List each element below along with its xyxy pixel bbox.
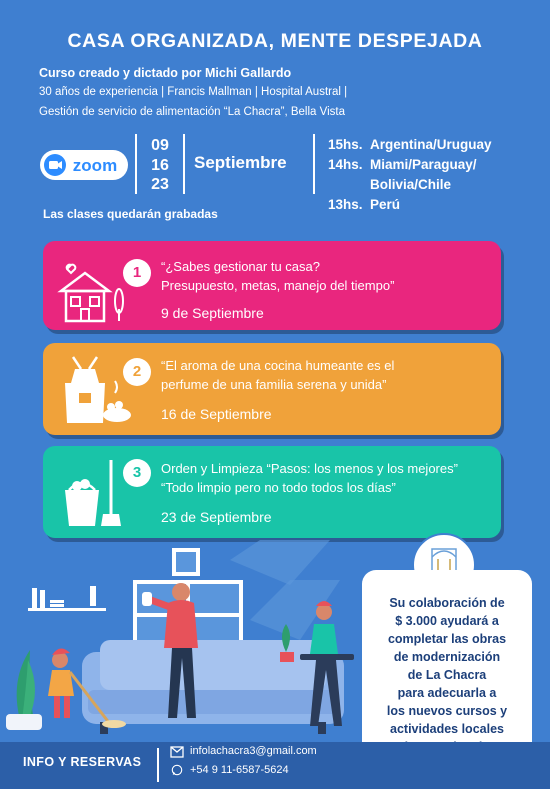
author-bio-line-2: Gestión de servicio de alimentación “La Chacra”, Bella Vista (39, 106, 345, 118)
mail-icon (170, 746, 184, 758)
page-title: CASA ORGANIZADA, MENTE DESPEJADA (67, 30, 483, 52)
brand-name: La Chacra (425, 668, 487, 682)
divider (183, 134, 185, 194)
class-date: 16 de Septiembre (161, 406, 272, 422)
footer-title: INFO Y RESERVAS (23, 755, 142, 769)
places: Argentina/Uruguay (370, 137, 492, 152)
divider (157, 748, 159, 782)
places: Bolivia/Chile (370, 177, 452, 192)
hour: 13hs. (328, 197, 363, 212)
recorded-note: Las clases quedarán grabadas (43, 207, 218, 221)
house-icon (53, 251, 133, 323)
class-card-1 (43, 241, 501, 330)
places: Miami/Paraguay/ (370, 157, 477, 172)
day: 09 (151, 137, 169, 154)
phone-link[interactable]: +54 9 11-6587-5624 (190, 764, 289, 776)
class-line: perfume de una familia serena y unida” (161, 376, 387, 392)
class-line: Presupuesto, metas, manejo del tiempo” (161, 277, 395, 293)
course-author: Curso creado y dictado por Michi Gallardo (39, 66, 292, 80)
class-description (161, 357, 394, 394)
whatsapp-icon (170, 764, 184, 776)
hour: 14hs. (328, 157, 363, 172)
divider (313, 134, 315, 194)
class-line: “El aroma de una cocina humeante es el (161, 358, 395, 373)
class-month: Septiembre (194, 153, 287, 172)
day: 16 (151, 156, 169, 174)
email-link[interactable]: infolachacra3@gmail.com (190, 745, 317, 757)
day: 23 (151, 176, 169, 193)
divider (135, 134, 137, 194)
donation-line: completar las obras (387, 632, 507, 646)
svg-text:zoom: zoom (72, 156, 118, 175)
class-card-3 (43, 446, 501, 538)
donation-line: Su colaboración de (389, 596, 505, 610)
author-bio-line-1: 30 años de experiencia | Francis Mallman | Hospital Austral | (39, 86, 348, 98)
class-card-2 (43, 343, 501, 435)
class-number: 3 (123, 459, 151, 487)
donation-line: para adecuarla a (397, 686, 497, 700)
class-days (145, 136, 175, 195)
zoom-logo-icon (40, 150, 128, 180)
donation-line: actividades locales (390, 722, 504, 736)
class-description (161, 258, 394, 295)
hour: 15hs. (328, 137, 363, 152)
class-line: “¿Sabes gestionar tu casa? (161, 259, 320, 274)
donation-line: los nuevos cursos y (386, 704, 508, 718)
class-date: 9 de Septiembre (161, 305, 264, 321)
class-number: 2 (123, 358, 151, 386)
class-date: 23 de Septiembre (161, 509, 272, 525)
class-line: Orden y Limpieza “Pasos: los menos y los mejores” (161, 461, 458, 476)
donation-line: $ 3.000 ayudará a (395, 614, 499, 628)
apron-icon (53, 353, 133, 425)
donation-line: de (407, 668, 423, 682)
bucket-mop-icon (53, 456, 133, 528)
time-zones (328, 135, 492, 215)
class-number: 1 (123, 259, 151, 287)
donation-line: de modernización (393, 650, 501, 664)
class-description (161, 460, 458, 497)
class-line: “Todo limpio pero no todo todos los días” (161, 479, 396, 495)
places: Perú (370, 197, 401, 212)
